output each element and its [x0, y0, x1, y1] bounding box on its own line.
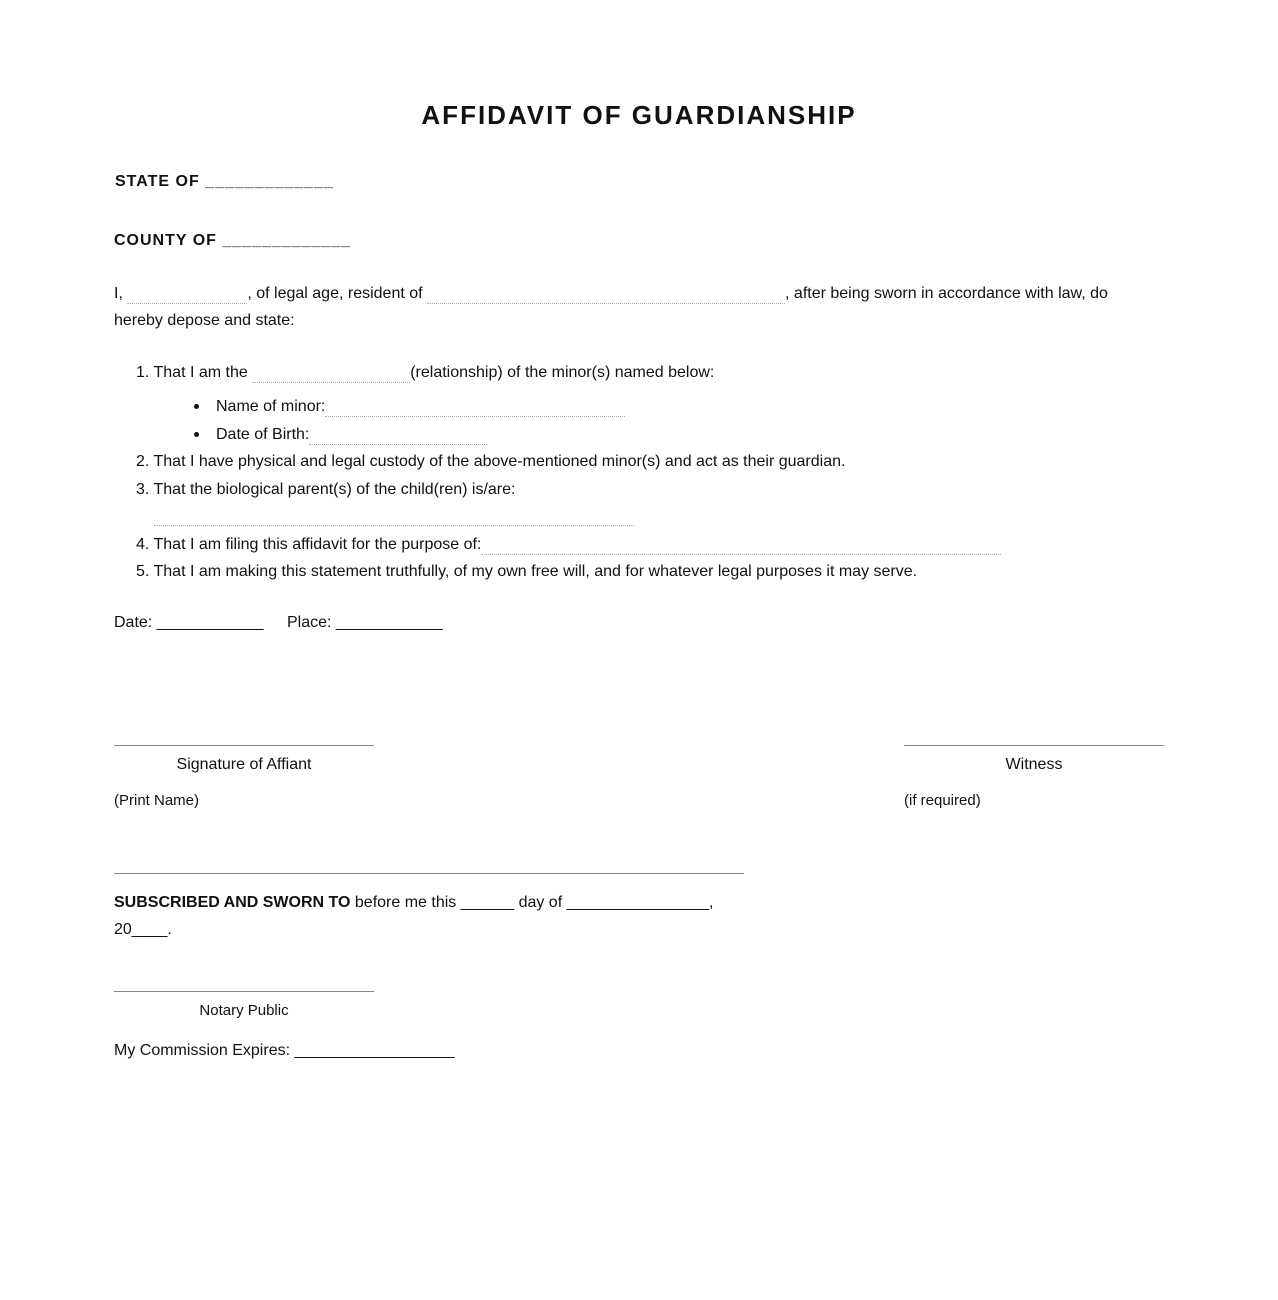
sworn-bold-text: SUBSCRIBED AND SWORN TO — [114, 894, 351, 911]
county-of-field: COUNTY OF _____________ — [114, 232, 352, 249]
sworn-statement — [114, 893, 713, 913]
item-text: That I am the — [153, 364, 248, 381]
item-number: 5. — [136, 563, 150, 580]
date-field: Date: ____________ — [114, 614, 264, 631]
sworn-year: 20____. — [114, 921, 172, 938]
item-text: That the biological parent(s) of the child(ren) is/are: — [153, 481, 516, 498]
place-field: Place: ____________ — [287, 614, 443, 631]
intro-line-1 — [114, 284, 1108, 304]
affiant-signature-line[interactable] — [114, 745, 374, 746]
witness-signature-line[interactable] — [904, 745, 1164, 746]
document-title: AFFIDAVIT OF GUARDIANSHIP — [421, 100, 857, 130]
intro-text: hereby depose and state: — [114, 312, 295, 329]
intro-text: , after being sworn in accordance with law, do — [785, 285, 1108, 302]
divider — [114, 873, 744, 874]
relationship-input[interactable] — [252, 364, 410, 383]
affiant-signature-label: Signature of Affiant — [176, 756, 312, 773]
minor-name-input[interactable] — [325, 398, 625, 417]
bullet-icon — [194, 404, 199, 409]
bullet-icon — [194, 432, 199, 437]
sworn-text: before me this ______ day of ________________, — [350, 894, 714, 911]
item-text: That I have physical and legal custody of the above-mentioned minor(s) and act as their guardian. — [153, 453, 846, 470]
item-text: (relationship) of the minor(s) named below: — [410, 364, 715, 381]
item-text: That I am filing this affidavit for the purpose of: — [153, 536, 482, 553]
dob-input[interactable] — [309, 426, 487, 445]
state-of-field: STATE OF _____________ — [115, 173, 334, 190]
notary-public-label: Notary Public — [199, 1002, 289, 1019]
intro-text: , of legal age, resident of — [247, 285, 423, 302]
item-number: 4. — [136, 536, 150, 553]
if-required-label: (if required) — [904, 792, 981, 809]
witness-label: Witness — [1005, 756, 1063, 773]
item-number: 3. — [136, 481, 150, 498]
minor-name-row — [216, 397, 625, 417]
item-number: 2. — [136, 453, 150, 470]
item-2 — [136, 452, 845, 472]
dob-label: Date of Birth: — [216, 426, 310, 443]
item-5 — [136, 562, 917, 582]
intro-text: I, — [114, 285, 123, 302]
item-3 — [136, 480, 515, 500]
affiant-name-input[interactable] — [127, 285, 247, 304]
print-name-label: (Print Name) — [114, 792, 200, 809]
item-number: 1. — [136, 364, 150, 381]
biological-parents-input[interactable] — [154, 507, 634, 526]
purpose-input[interactable] — [481, 536, 1001, 555]
commission-expires-field: My Commission Expires: __________________ — [114, 1042, 455, 1059]
residence-input[interactable] — [427, 285, 785, 304]
item-4 — [136, 535, 1001, 555]
minor-name-label: Name of minor: — [216, 398, 326, 415]
dob-row — [216, 425, 487, 445]
item-text: That I am making this statement truthfully, of my own free will, and for whatever legal purposes it may serve. — [153, 563, 918, 580]
notary-signature-line[interactable] — [114, 991, 374, 992]
item-1 — [136, 363, 714, 383]
